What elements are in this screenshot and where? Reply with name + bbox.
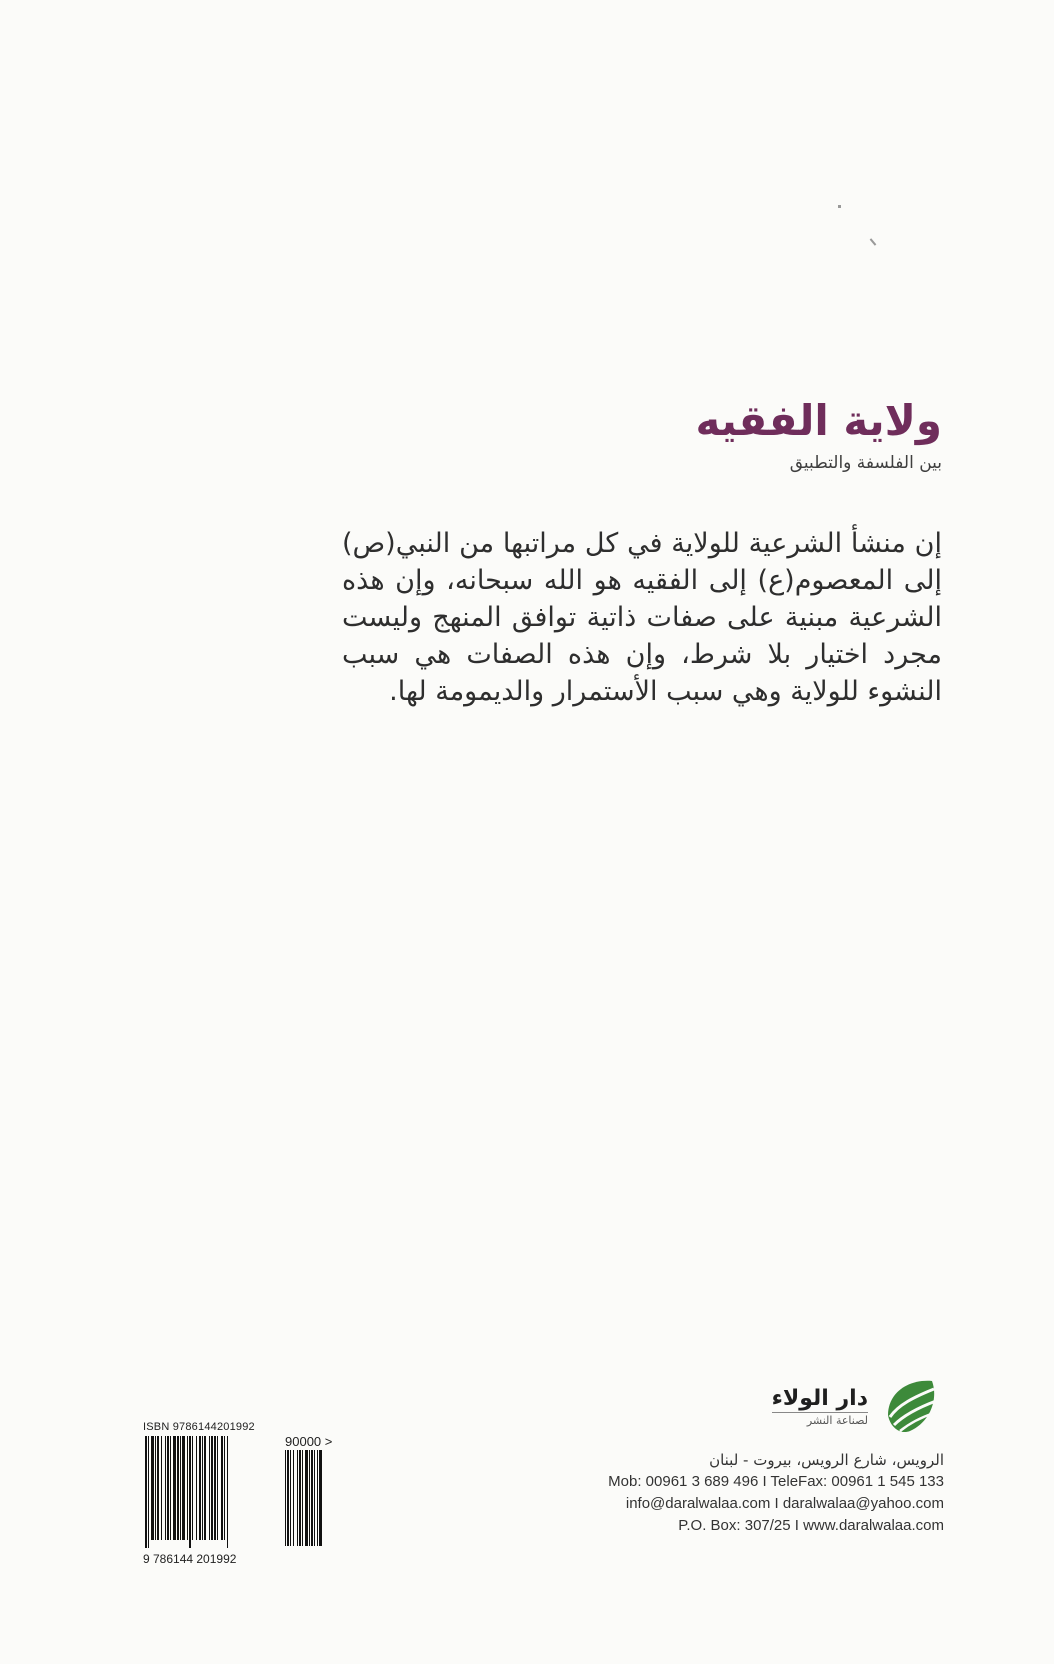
addon-barcode-bars <box>283 1450 343 1550</box>
addon-bar <box>309 1450 310 1546</box>
paper-speck <box>870 238 877 245</box>
title-block <box>696 395 942 475</box>
isbn-barcode <box>143 1415 368 1566</box>
addon-code: 90000 > <box>285 1434 333 1449</box>
book-subtitle: بين الفلسفة والتطبيق <box>789 453 942 473</box>
publisher-tagline: لصناعة النشر <box>772 1412 868 1428</box>
barcode-bar <box>177 1436 179 1540</box>
leaf-logo-icon <box>880 1375 944 1439</box>
barcode-bar <box>196 1436 197 1540</box>
barcode-bar <box>145 1436 147 1548</box>
barcode-bar <box>221 1436 223 1540</box>
publisher-contact <box>524 1449 944 1537</box>
addon-bar <box>314 1450 315 1546</box>
publisher-block <box>524 1375 944 1537</box>
barcode-bar <box>209 1436 210 1540</box>
barcode-bar <box>148 1436 149 1548</box>
publisher-phones: Mob: 00961 3 689 496 I TeleFax: 00961 1 545 133 <box>608 1473 944 1490</box>
barcode-bar <box>211 1436 213 1540</box>
barcode-bar <box>180 1436 181 1540</box>
barcode-bars <box>143 1436 273 1548</box>
barcode-bar <box>182 1436 185 1540</box>
addon-bar <box>311 1450 313 1546</box>
blurb-text: إن منشأ الشرعية للولاية في كل مراتبها من النبي(ص) إلى المعصوم(ع) إلى الفقيه هو الله سبحانه، وإن هذه الشرعية مبنية على صفات ذاتية توافق المنهج وليست مجرد اختيار بلا شرط، وإن هذه الصفات هي سبب النشوء للولاية وهي سبب الأستمرار والديمومة لها. <box>342 528 942 707</box>
addon-bar <box>293 1450 294 1546</box>
publisher-web: P.O. Box: 307/25 I www.daralwalaa.com <box>678 1517 944 1534</box>
barcode-bar <box>165 1436 166 1540</box>
paper-speck <box>838 205 841 208</box>
publisher-logo <box>524 1375 944 1439</box>
barcode-bar <box>187 1436 188 1540</box>
publisher-address: الرويس، شارع الرويس، بيروت - لبنان <box>709 1451 944 1469</box>
book-title: ولاية الفقيه <box>695 396 942 445</box>
barcode-bar <box>167 1436 169 1540</box>
barcode-bar <box>170 1436 171 1540</box>
barcode-bar <box>155 1436 156 1540</box>
isbn-digits: 9 786144 201992 <box>143 1552 237 1566</box>
addon-bar <box>299 1450 301 1546</box>
barcode-bar <box>224 1436 225 1540</box>
barcode-bar <box>202 1436 203 1540</box>
barcode-bar <box>227 1436 228 1548</box>
publisher-emails: info@daralwalaa.com I daralwalaa@yahoo.com <box>625 1495 944 1512</box>
barcode-bar <box>214 1436 216 1540</box>
publisher-logo-text <box>772 1386 868 1428</box>
addon-bar <box>297 1450 298 1546</box>
barcode-bar <box>157 1436 159 1540</box>
addon-bar <box>287 1450 289 1546</box>
addon-bar <box>285 1450 286 1546</box>
addon-bar <box>305 1450 308 1546</box>
barcode-bar <box>173 1436 176 1540</box>
barcode-bar <box>204 1436 206 1540</box>
addon-bar <box>302 1450 303 1546</box>
publisher-name: دار الولاء <box>771 1386 868 1411</box>
barcode-bar <box>189 1436 191 1548</box>
barcode-bar <box>192 1436 193 1540</box>
addon-bar <box>290 1450 291 1546</box>
barcode-bar <box>161 1436 162 1540</box>
barcode-bar <box>217 1436 218 1540</box>
barcode-bar <box>151 1436 154 1540</box>
addon-bar <box>319 1450 322 1546</box>
addon-bar <box>317 1450 318 1546</box>
barcode-bar <box>199 1436 201 1540</box>
isbn-label: ISBN 9786144201992 <box>143 1421 255 1433</box>
